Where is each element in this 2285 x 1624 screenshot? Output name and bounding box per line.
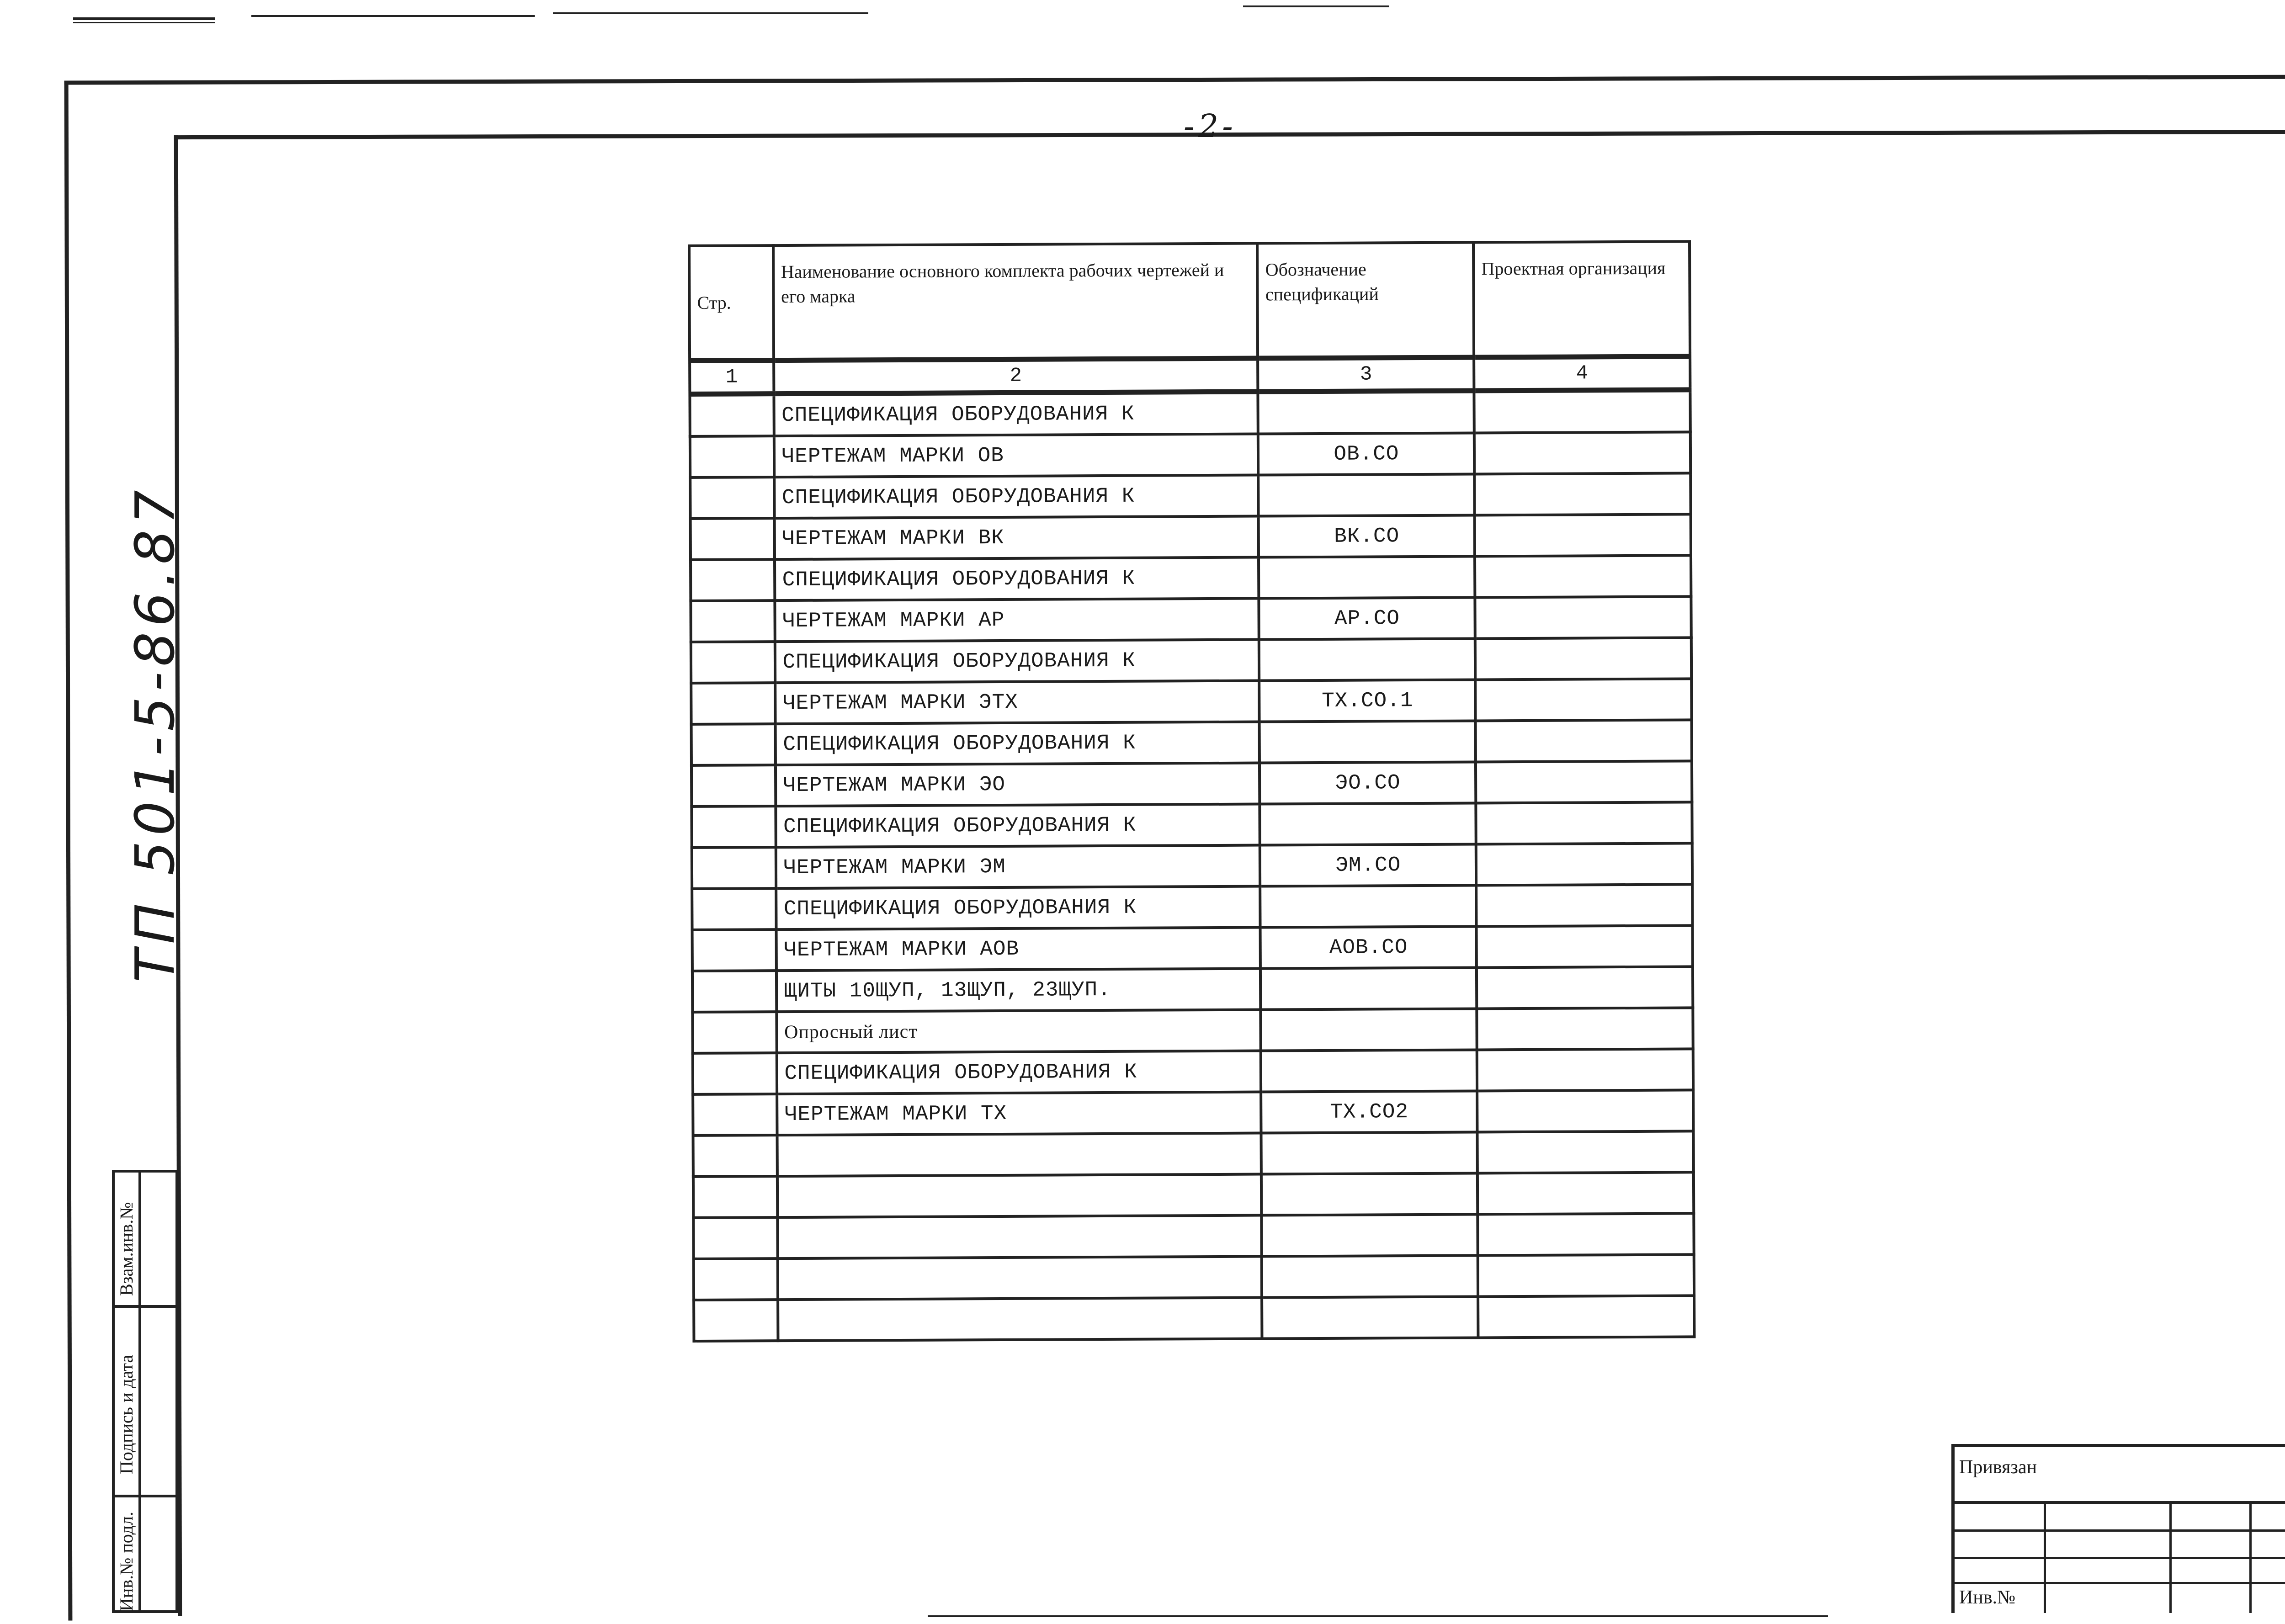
header-page: Стр.	[689, 245, 774, 361]
row-designation-cell	[1262, 1214, 1478, 1256]
row-designation-cell	[1259, 556, 1475, 598]
row-organization-cell	[1476, 679, 1692, 721]
table-row	[691, 555, 1691, 601]
table-row	[693, 1090, 1693, 1136]
row-name-cell: ЧЕРТЕЖАМ МАРКИ ОВ	[774, 434, 1258, 478]
row-organization-cell	[1476, 761, 1692, 803]
header-organization: Проектная организация	[1473, 241, 1690, 357]
row-organization-cell	[1477, 925, 1693, 967]
row-name-cell	[777, 1133, 1261, 1177]
table-row	[691, 679, 1691, 724]
stamp-divider	[1955, 1529, 2285, 1532]
table-row	[692, 966, 1693, 1012]
row-organization-cell	[1475, 555, 1691, 597]
stamp-divider	[2249, 1501, 2252, 1613]
row-designation-cell: ЭО.СО	[1259, 762, 1476, 804]
row-name-cell: ЧЕРТЕЖАМ МАРКИ ВК	[774, 516, 1259, 560]
binding-stamp	[1951, 1444, 2285, 1613]
row-page-cell	[692, 929, 776, 971]
table-row	[694, 1295, 1694, 1341]
row-designation-cell: ТХ.СО2	[1261, 1091, 1477, 1133]
row-organization-cell	[1478, 1213, 1694, 1255]
side-stamp-label-signature-date: Подпись и дата	[116, 1354, 137, 1474]
row-organization-cell	[1477, 1008, 1693, 1050]
row-organization-cell	[1475, 596, 1691, 638]
table-row	[691, 720, 1692, 765]
row-page-cell	[693, 1176, 777, 1218]
row-organization-cell	[1477, 1172, 1694, 1214]
inventory-label: Инв.№	[1959, 1587, 2016, 1608]
row-designation-cell: АОВ.СО	[1260, 926, 1477, 968]
row-name-cell: ЧЕРТЕЖАМ МАРКИ ТХ	[777, 1092, 1261, 1136]
row-name-cell: СПЕЦИФИКАЦИЯ ОБОРУДОВАНИЯ К	[776, 886, 1260, 930]
table-row	[691, 637, 1691, 683]
top-rule	[73, 17, 215, 20]
row-name-cell: ЧЕРТЕЖАМ МАРКИ АР	[775, 599, 1259, 642]
row-page-cell	[692, 888, 776, 930]
column-number: 4	[1474, 356, 1690, 391]
table-row	[694, 1254, 1694, 1300]
row-designation-cell: ОВ.СО	[1258, 433, 1474, 475]
table-row	[690, 473, 1690, 519]
bottom-rule	[928, 1615, 1828, 1617]
side-stamp-divider	[138, 1173, 141, 1611]
row-designation-cell	[1260, 803, 1476, 845]
table-row	[692, 884, 1692, 930]
stamp-divider	[1955, 1582, 2285, 1584]
row-name-cell: ЧЕРТЕЖАМ МАРКИ ЭО	[776, 763, 1260, 807]
column-number: 2	[774, 358, 1258, 394]
row-organization-cell	[1475, 514, 1691, 556]
row-page-cell	[691, 683, 775, 724]
column-number: 1	[690, 361, 774, 394]
row-page-cell	[691, 600, 775, 642]
row-name-cell: ЧЕРТЕЖАМ МАРКИ АОВ	[776, 928, 1260, 971]
row-name-cell	[777, 1174, 1261, 1218]
side-stamp-divider	[115, 1495, 176, 1497]
row-name-cell: СПЕЦИФИКАЦИЯ ОБОРУДОВАНИЯ К	[776, 1051, 1261, 1094]
stamp-divider	[2044, 1501, 2046, 1613]
specification-table	[688, 240, 1695, 1343]
row-page-cell	[694, 1300, 778, 1341]
row-page-cell	[691, 765, 776, 807]
row-designation-cell: ЭМ.СО	[1260, 844, 1476, 886]
row-designation-cell	[1259, 721, 1476, 763]
row-organization-cell	[1477, 1049, 1693, 1091]
row-designation-cell: ВК.СО	[1259, 515, 1475, 557]
row-designation-cell	[1261, 1008, 1477, 1051]
table-row	[693, 1213, 1694, 1259]
row-name-cell: СПЕЦИФИКАЦИЯ ОБОРУДОВАНИЯ К	[775, 557, 1259, 601]
row-designation-cell	[1258, 391, 1474, 434]
row-page-cell	[693, 1135, 777, 1177]
row-organization-cell	[1478, 1295, 1694, 1337]
row-page-cell	[692, 847, 776, 889]
table-row	[691, 761, 1692, 807]
table-row	[691, 802, 1692, 848]
row-name-cell	[778, 1298, 1262, 1341]
row-page-cell	[690, 394, 774, 436]
row-page-cell	[691, 518, 775, 560]
row-designation-cell	[1260, 885, 1477, 927]
row-designation-cell: АР.СО	[1259, 597, 1475, 639]
row-designation-cell	[1262, 1255, 1478, 1297]
row-organization-cell	[1476, 802, 1692, 844]
row-page-cell	[692, 1012, 776, 1053]
row-organization-cell	[1475, 637, 1691, 679]
document-code: ТП 501-5-86.87	[123, 484, 186, 982]
row-page-cell	[693, 1217, 777, 1259]
stamp-divider	[1955, 1501, 2285, 1504]
row-designation-cell	[1259, 638, 1475, 680]
top-rule	[73, 22, 215, 23]
bound-label: Привязан	[1959, 1457, 2037, 1478]
stamp-divider	[1955, 1557, 2285, 1559]
side-stamp-label-original-inventory: Инв.№ подл.	[116, 1512, 137, 1611]
row-name-cell: СПЕЦИФИКАЦИЯ ОБОРУДОВАНИЯ К	[775, 640, 1259, 683]
row-page-cell	[690, 477, 774, 519]
table-row	[692, 1008, 1693, 1053]
row-name-cell: СПЕЦИФИКАЦИЯ ОБОРУДОВАНИЯ К	[774, 475, 1259, 519]
top-rule	[251, 15, 535, 17]
row-organization-cell	[1476, 884, 1692, 926]
top-rule	[553, 12, 868, 14]
table-row	[692, 843, 1692, 889]
row-page-cell	[691, 724, 776, 765]
table-row	[690, 390, 1690, 436]
row-organization-cell	[1476, 843, 1692, 885]
stamp-divider	[2169, 1501, 2172, 1613]
table-row	[693, 1172, 1694, 1218]
table-header-row	[689, 241, 1690, 361]
row-page-cell	[692, 971, 776, 1012]
row-designation-cell	[1259, 474, 1475, 516]
table-row	[691, 514, 1691, 560]
specification-table-body	[689, 241, 1694, 1341]
row-designation-cell	[1261, 1050, 1477, 1092]
row-organization-cell	[1474, 432, 1690, 474]
row-page-cell	[691, 642, 775, 683]
table-row	[690, 432, 1690, 478]
row-designation-cell	[1261, 1132, 1477, 1174]
side-stamp-divider	[115, 1305, 176, 1308]
row-organization-cell	[1477, 1090, 1693, 1132]
row-organization-cell	[1474, 390, 1690, 433]
row-organization-cell	[1477, 1131, 1694, 1173]
column-number-row	[690, 356, 1690, 394]
row-name-cell	[777, 1257, 1262, 1300]
row-designation-cell	[1260, 967, 1477, 1009]
row-page-cell	[690, 436, 774, 478]
table-row	[692, 925, 1693, 971]
row-page-cell	[693, 1053, 777, 1094]
row-organization-cell	[1475, 473, 1691, 515]
page-number: -2-	[1184, 107, 1237, 145]
row-name-cell: СПЕЦИФИКАЦИЯ ОБОРУДОВАНИЯ К	[774, 392, 1258, 436]
row-name-cell: ЩИТЫ 10ЩУП, 13ЩУП, 23ЩУП.	[776, 969, 1260, 1012]
row-name-cell: СПЕЦИФИКАЦИЯ ОБОРУДОВАНИЯ К	[775, 722, 1259, 765]
row-organization-cell	[1477, 966, 1693, 1008]
side-stamp-label-replaced-inventory: Взам.инв.№	[116, 1202, 137, 1296]
row-page-cell	[693, 1094, 777, 1136]
row-designation-cell	[1261, 1173, 1477, 1215]
row-page-cell	[691, 559, 775, 601]
column-number: 3	[1258, 357, 1474, 392]
row-page-cell	[694, 1258, 778, 1300]
row-page-cell	[691, 806, 776, 848]
table-row	[693, 1131, 1694, 1177]
top-rule	[1243, 5, 1389, 7]
table-row	[693, 1049, 1693, 1094]
side-stamp	[112, 1170, 178, 1613]
row-designation-cell: ТХ.СО.1	[1259, 679, 1476, 722]
table-row	[691, 596, 1691, 642]
row-organization-cell	[1478, 1254, 1694, 1296]
row-name-cell: ЧЕРТЕЖАМ МАРКИ ЭТХ	[775, 681, 1259, 724]
row-name-cell: ЧЕРТЕЖАМ МАРКИ ЭМ	[776, 845, 1260, 889]
row-designation-cell	[1262, 1296, 1478, 1338]
header-name: Наименование основного комплекта рабочих чертежей и его марка	[773, 244, 1258, 361]
row-name-cell	[777, 1215, 1262, 1259]
header-designation: Обозначение спецификаций	[1257, 242, 1474, 358]
row-organization-cell	[1476, 720, 1692, 762]
row-name-cell: СПЕЦИФИКАЦИЯ ОБОРУДОВАНИЯ К	[776, 804, 1260, 848]
row-name-cell: Опросный лист	[776, 1010, 1261, 1053]
